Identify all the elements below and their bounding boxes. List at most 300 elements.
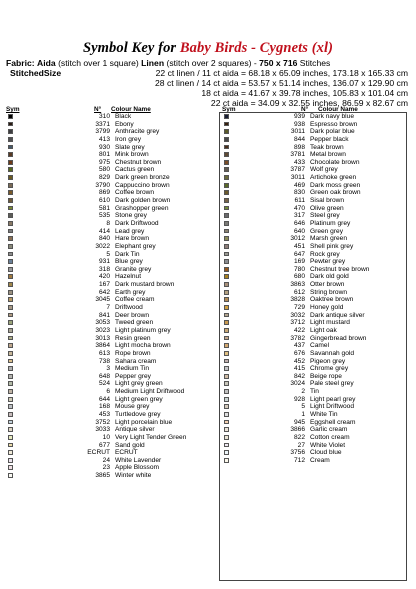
colour-number: 840 <box>98 235 110 243</box>
left-sym-header: Sym <box>6 106 20 113</box>
colour-name: Gingerbread brown <box>310 334 367 342</box>
colour-swatch-icon <box>224 137 229 142</box>
colour-swatch-icon <box>224 297 229 302</box>
colour-number: 938 <box>293 120 305 128</box>
colour-row <box>0 457 406 465</box>
colour-number: 712 <box>293 456 305 464</box>
colour-name: Light green grey <box>115 395 163 403</box>
colour-number: 829 <box>98 174 110 182</box>
colour-row <box>0 335 406 343</box>
colour-number: 3022 <box>95 242 110 250</box>
colour-number: 415 <box>293 365 305 373</box>
colour-number: 3787 <box>290 166 305 174</box>
colour-name: Oaktree brown <box>310 296 354 304</box>
colour-name: White Violet <box>310 441 346 449</box>
colour-number: 5 <box>106 250 110 258</box>
colour-name: Deer brown <box>115 311 150 319</box>
colour-swatch-icon <box>224 221 229 226</box>
colour-row <box>0 380 406 388</box>
colour-number: 24 <box>102 456 110 464</box>
colour-number: 780 <box>293 265 305 273</box>
colour-name: Honey gold <box>310 304 344 312</box>
colour-number: 524 <box>98 380 110 388</box>
colour-name: Lead grey <box>115 227 145 235</box>
colour-row <box>0 419 406 427</box>
colour-name: Teak brown <box>310 143 344 151</box>
colour-name: Chrome grey <box>310 365 349 373</box>
colour-number: 3045 <box>95 296 110 304</box>
colour-swatch-icon <box>224 198 229 203</box>
colour-number: 822 <box>293 433 305 441</box>
colour-name: Blue grey <box>115 258 143 266</box>
colour-swatch-icon <box>224 236 229 241</box>
colour-number: 23 <box>102 464 110 472</box>
colour-name: Light mustard <box>310 319 350 327</box>
colour-name: Stone grey <box>115 212 147 220</box>
colour-number: 452 <box>293 357 305 365</box>
colour-name: Iron grey <box>115 135 142 143</box>
colour-name: Dark antique silver <box>310 311 365 319</box>
colour-swatch-icon <box>224 145 229 150</box>
colour-number: 433 <box>293 158 305 166</box>
colour-name: Pewter grey <box>310 258 346 266</box>
colour-number: 3781 <box>290 151 305 159</box>
colour-swatch-icon <box>224 443 229 448</box>
colour-name: Pigeon grey <box>310 357 346 365</box>
colour-number: 2 <box>301 388 305 396</box>
colour-number: 580 <box>98 166 110 174</box>
colour-name: Dark golden brown <box>115 197 171 205</box>
colour-row <box>0 426 406 434</box>
colour-name: Chestnut tree brown <box>310 265 370 273</box>
colour-row <box>0 396 406 404</box>
colour-row <box>0 197 406 205</box>
colour-number: 535 <box>98 212 110 220</box>
colour-number: 898 <box>293 143 305 151</box>
colour-name: White Tin <box>310 410 338 418</box>
colour-number: 3863 <box>290 281 305 289</box>
colour-name: Pepper black <box>310 135 349 143</box>
colour-name: Pale steel grey <box>310 380 354 388</box>
colour-number: 167 <box>98 281 110 289</box>
colour-row <box>0 174 406 182</box>
colour-number: 3033 <box>95 426 110 434</box>
colour-number: 647 <box>293 250 305 258</box>
colour-swatch-icon <box>224 351 229 356</box>
colour-swatch-icon <box>224 389 229 394</box>
colour-row <box>8 472 208 480</box>
fabric-label: Fabric: <box>6 58 35 68</box>
colour-number: 931 <box>98 258 110 266</box>
colour-name: Ebony <box>115 120 134 128</box>
colour-number: 3866 <box>290 426 305 434</box>
colour-name: Eggshell cream <box>310 418 356 426</box>
size-line-1: 22 ct linen / 11 ct aida = 68.18 x 65.09 inches, 173.18 x 165.33 cm <box>155 68 408 78</box>
colour-name: Rope brown <box>115 349 151 357</box>
fabric-linen: Linen <box>141 58 165 68</box>
colour-number: 1 <box>301 410 305 418</box>
colour-number: 930 <box>98 143 110 151</box>
colour-name: Olive green <box>310 204 344 212</box>
colour-name: Rock grey <box>310 250 340 258</box>
colour-name: Granite grey <box>115 265 152 273</box>
right-name-header: Colour Name <box>318 106 358 113</box>
colour-number: 928 <box>293 395 305 403</box>
colour-swatch-icon <box>224 420 229 425</box>
colour-name: Resin green <box>115 334 151 342</box>
colour-number: 611 <box>294 197 305 205</box>
fabric-line <box>6 58 330 68</box>
colour-name: Cactus green <box>115 166 155 174</box>
colour-row <box>0 365 406 373</box>
colour-swatch-icon <box>224 359 229 364</box>
colour-name: Pepper grey <box>115 372 151 380</box>
colour-number: 3024 <box>290 380 305 388</box>
colour-swatch-icon <box>224 244 229 249</box>
colour-name: Light porcelain blue <box>115 418 173 426</box>
colour-name: Black <box>115 113 132 120</box>
colour-name: Hazelnut <box>115 273 142 281</box>
colour-number: 3712 <box>290 319 305 327</box>
colour-name: Cloud blue <box>310 449 342 457</box>
colour-swatch-icon <box>224 374 229 379</box>
colour-number: 3790 <box>95 181 110 189</box>
colour-number: 945 <box>293 418 305 426</box>
colour-row <box>0 136 406 144</box>
colour-swatch-icon <box>224 381 229 386</box>
colour-row <box>0 312 406 320</box>
colour-number: 451 <box>293 242 305 250</box>
colour-name: Platinum grey <box>310 219 351 227</box>
colour-number: 648 <box>98 372 110 380</box>
colour-row <box>0 251 406 259</box>
colour-number: 3864 <box>95 342 110 350</box>
colour-swatch-icon <box>224 366 229 371</box>
colour-row <box>0 350 406 358</box>
colour-row <box>0 121 406 129</box>
colour-name: Elephant grey <box>115 242 156 250</box>
colour-swatch-icon <box>224 206 229 211</box>
colour-row <box>0 144 406 152</box>
colour-row <box>0 434 406 442</box>
colour-number: 3012 <box>290 235 305 243</box>
colour-swatch-icon <box>224 343 229 348</box>
colour-name: Chestnut brown <box>115 158 162 166</box>
colour-swatch-icon <box>224 175 229 180</box>
colour-row <box>0 411 406 419</box>
colour-number: 680 <box>293 273 305 281</box>
colour-swatch-icon <box>224 336 229 341</box>
colour-name: Light mocha brown <box>115 342 171 350</box>
colour-name: Wolf grey <box>310 166 338 174</box>
colour-number: 453 <box>98 410 110 418</box>
colour-name: Dark green bronze <box>115 174 170 182</box>
colour-swatch-icon <box>224 167 229 172</box>
colour-row <box>0 358 406 366</box>
colour-number: 8 <box>106 219 110 227</box>
colour-row <box>0 327 406 335</box>
colour-name: Light Driftwood <box>310 403 354 411</box>
colour-name: Green oak brown <box>310 189 361 197</box>
colour-row <box>8 464 208 472</box>
colour-name: Artichoke green <box>310 174 357 182</box>
colour-name: Beige rope <box>310 372 342 380</box>
right-colour-list <box>0 113 406 464</box>
colour-swatch-icon <box>224 259 229 264</box>
colour-number: 3023 <box>95 326 110 334</box>
colour-name: Espresso brown <box>310 120 358 128</box>
colour-name: Anthracite grey <box>115 128 160 136</box>
colour-number: 413 <box>98 135 110 143</box>
colour-number: 975 <box>98 158 110 166</box>
colour-number: 3752 <box>95 418 110 426</box>
colour-row <box>0 449 406 457</box>
colour-number: 644 <box>98 395 110 403</box>
colour-swatch-icon <box>224 274 229 279</box>
colour-name: Steel grey <box>310 212 340 220</box>
colour-number: 318 <box>98 265 110 273</box>
colour-number: 3011 <box>290 174 305 182</box>
colour-swatch-icon <box>224 252 229 257</box>
colour-row <box>0 189 406 197</box>
colour-number: 3011 <box>290 128 305 136</box>
colour-name: Dark old gold <box>310 273 349 281</box>
colour-swatch-icon <box>224 320 229 325</box>
colour-name: Camel <box>310 342 330 350</box>
colour-name: Antique silver <box>115 426 155 434</box>
colour-number: 646 <box>293 219 305 227</box>
colour-swatch-icon <box>224 282 229 287</box>
colour-swatch-icon <box>224 122 229 127</box>
colour-row <box>0 235 406 243</box>
colour-row <box>0 342 406 350</box>
colour-row <box>0 266 406 274</box>
colour-name: Light platinum grey <box>115 326 171 334</box>
colour-name: Cotton cream <box>310 433 350 441</box>
colour-swatch-icon <box>224 160 229 165</box>
colour-swatch-icon <box>224 183 229 188</box>
colour-swatch-icon <box>224 412 229 417</box>
colour-row <box>0 182 406 190</box>
colour-row <box>0 403 406 411</box>
colour-number: 7 <box>106 304 110 312</box>
colour-swatch-icon <box>224 427 229 432</box>
colour-name: Otter brown <box>310 281 345 289</box>
right-sym-header: Sym <box>222 106 236 113</box>
fabric-linen-note: (stitch over 2 squares) - <box>166 58 257 68</box>
colour-number: 3828 <box>290 296 305 304</box>
colour-row <box>0 442 406 450</box>
colour-name: Coffee brown <box>115 189 155 197</box>
colour-number: 610 <box>98 197 110 205</box>
colour-number: 3053 <box>95 319 110 327</box>
colour-row <box>0 151 406 159</box>
colour-row <box>0 220 406 228</box>
colour-swatch-icon <box>224 404 229 409</box>
colour-swatch-icon <box>224 397 229 402</box>
colour-row <box>0 289 406 297</box>
colour-swatch-icon <box>224 313 229 318</box>
colour-number: 5 <box>301 403 305 411</box>
colour-swatch-icon <box>224 114 229 119</box>
colour-row <box>0 373 406 381</box>
colour-row <box>0 388 406 396</box>
colour-name: Tin <box>310 388 319 396</box>
colour-name: Apple Blossom <box>115 464 159 472</box>
colour-name: Sisal brown <box>310 197 345 205</box>
colour-name: Savannah gold <box>310 349 354 357</box>
colour-name: ECRUT <box>115 449 138 457</box>
page-title <box>0 40 416 57</box>
colour-number: 27 <box>297 441 305 449</box>
colour-swatch-icon <box>8 465 13 470</box>
colour-name: Green grey <box>310 227 343 235</box>
colour-name: Sahara cream <box>115 357 157 365</box>
colour-number: 844 <box>293 135 305 143</box>
colour-name: Mink brown <box>115 151 149 159</box>
colour-row <box>0 296 406 304</box>
colour-name: Light pearl grey <box>310 395 356 403</box>
colour-name: Sand gold <box>115 441 145 449</box>
colour-row <box>0 166 406 174</box>
colour-number: 642 <box>98 288 110 296</box>
colour-number: 3799 <box>95 128 110 136</box>
colour-number: 317 <box>293 212 305 220</box>
colour-swatch-icon <box>8 473 13 478</box>
colour-number: 801 <box>98 151 110 159</box>
colour-name: String brown <box>310 288 348 296</box>
colour-name: Cappuccino brown <box>115 181 170 189</box>
colour-row <box>0 113 406 121</box>
colour-name: Dark moss green <box>310 181 361 189</box>
colour-name: Dark Tin <box>115 250 140 258</box>
colour-name: Medium Tin <box>115 365 150 373</box>
colour-number: 640 <box>293 227 305 235</box>
colour-number: 3371 <box>95 120 110 128</box>
colour-row <box>0 304 406 312</box>
size-line-3: 18 ct aida = 41.67 x 39.78 inches, 105.83 x 101.04 cm <box>201 88 408 98</box>
colour-swatch-icon <box>224 213 229 218</box>
colour-number: 414 <box>98 227 110 235</box>
colour-number: 830 <box>293 189 305 197</box>
colour-row <box>0 205 406 213</box>
colour-row <box>0 212 406 220</box>
left-num-header: N° <box>94 106 102 113</box>
colour-number: 470 <box>293 204 305 212</box>
colour-name: Dark polar blue <box>310 128 355 136</box>
fabric-stitches: 750 x 716 <box>259 58 298 68</box>
colour-number: 3032 <box>290 311 305 319</box>
colour-number: 10 <box>102 433 110 441</box>
colour-number: 613 <box>98 349 110 357</box>
colour-name: Coffee cream <box>115 296 155 304</box>
colour-row <box>0 243 406 251</box>
colour-name: Hare brown <box>115 235 150 243</box>
colour-name: Slate grey <box>115 143 145 151</box>
colour-swatch-icon <box>224 129 229 134</box>
fabric-stitches-label: Stitches <box>299 58 331 68</box>
colour-name: Garlic cream <box>310 426 348 434</box>
colour-number: 842 <box>293 372 305 380</box>
colour-name: Grashopper green <box>115 204 169 212</box>
colour-name: Marsh green <box>310 235 348 243</box>
colour-swatch-icon <box>224 267 229 272</box>
colour-name: Turtledove grey <box>115 410 161 418</box>
colour-number: 677 <box>98 441 110 449</box>
colour-name: Chocolate brown <box>310 158 360 166</box>
size-line-2: 28 ct linen / 14 ct aida = 53.57 x 51.14 inches, 136.07 x 129.90 cm <box>155 78 408 88</box>
colour-swatch-icon <box>224 305 229 310</box>
colour-number: 6 <box>106 388 110 396</box>
colour-name: Tweed green <box>115 319 154 327</box>
colour-swatch-icon <box>224 458 229 463</box>
colour-name: Shell pink grey <box>310 242 354 250</box>
colour-name: Dark Driftwood <box>115 219 159 227</box>
colour-number: ECRUT <box>87 449 110 457</box>
colour-row <box>0 281 406 289</box>
colour-number: 437 <box>293 342 305 350</box>
colour-number: 3865 <box>95 472 110 480</box>
size-line-4: 22 ct aida = 34.09 x 32.55 inches, 86.59 x 82.67 cm <box>210 98 408 108</box>
colour-swatch-icon <box>224 152 229 157</box>
colour-number: 422 <box>293 326 305 334</box>
left-name-header: Colour Name <box>111 106 151 113</box>
colour-number: 3782 <box>290 334 305 342</box>
colour-row <box>0 128 406 136</box>
colour-row <box>0 273 406 281</box>
colour-swatch-icon <box>224 435 229 440</box>
colour-name: Metal brown <box>310 151 346 159</box>
colour-number: 3756 <box>290 449 305 457</box>
colour-number: 939 <box>293 113 305 120</box>
colour-number: 869 <box>98 189 110 197</box>
colour-row <box>0 159 406 167</box>
colour-name: Winter white <box>115 472 152 480</box>
colour-number: 738 <box>98 357 110 365</box>
colour-row <box>0 228 406 236</box>
colour-number: 420 <box>98 273 110 281</box>
colour-swatch-icon <box>224 328 229 333</box>
fabric-aida-note: (stitch over 1 square) <box>58 58 139 68</box>
title-pattern-name: Baby Birds - Cygnets (xl) <box>179 40 334 56</box>
colour-name: White Lavender <box>115 456 162 464</box>
colour-swatch-icon <box>224 290 229 295</box>
colour-name: Cream <box>310 456 330 464</box>
right-num-header: N° <box>301 106 309 113</box>
colour-number: 469 <box>293 181 305 189</box>
colour-name: Driftwood <box>115 304 143 312</box>
colour-number: 612 <box>293 288 305 296</box>
colour-swatch-icon <box>224 190 229 195</box>
title-prefix: Symbol Key for <box>82 40 177 56</box>
colour-number: 3013 <box>95 334 110 342</box>
colour-number: 841 <box>98 311 110 319</box>
colour-name: Dark navy blue <box>310 113 354 120</box>
colour-name: Light grey green <box>115 380 163 388</box>
colour-swatch-icon <box>224 450 229 455</box>
colour-name: Medium Light Driftwood <box>115 388 185 396</box>
colour-row <box>0 319 406 327</box>
colour-number: 676 <box>293 349 305 357</box>
fabric-aida: Aida <box>37 58 56 68</box>
colour-row <box>0 258 406 266</box>
colour-number: 168 <box>98 403 110 411</box>
colour-number: 310 <box>98 113 110 120</box>
colour-name: Dark mustard brown <box>115 281 175 289</box>
colour-number: 581 <box>98 204 110 212</box>
colour-name: Mouse grey <box>115 403 150 411</box>
colour-name: Light oak <box>310 326 337 334</box>
